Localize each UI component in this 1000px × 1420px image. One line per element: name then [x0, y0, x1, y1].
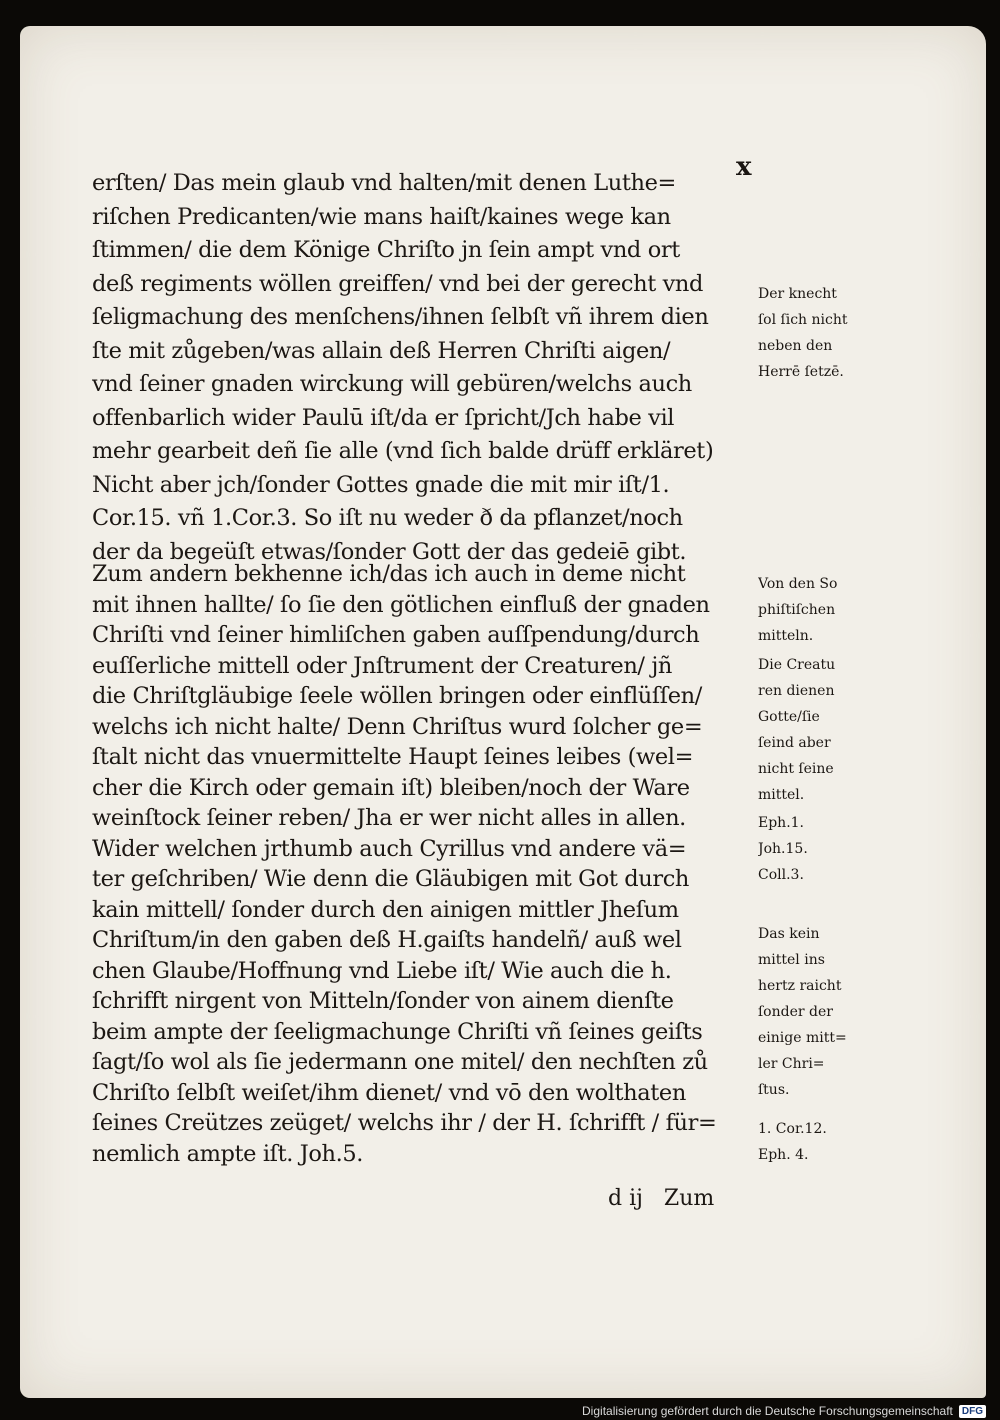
text-line: chen Glaube/Hoffnung vnd Liebe iſt/ Wie auch die h. — [92, 957, 672, 984]
margin-note-sophistic-means — [758, 571, 874, 649]
dfg-logo: DFG — [959, 1405, 986, 1418]
margin-note-line: 1. Cor.12. — [758, 1121, 827, 1137]
text-line: ſtalt nicht das vnuermittelte Haupt ſeines leibes (wel= — [92, 744, 694, 770]
margin-note-line: ſtus. — [758, 1082, 790, 1098]
margin-note-line: mittel ins — [758, 952, 825, 968]
signature-catchword: d ij Zum — [608, 1186, 715, 1211]
text-line: Chriſti vnd ſeiner himliſchen gaben auſſpendung/durch — [92, 622, 700, 648]
margin-note-line: einige mitt= — [758, 1030, 847, 1046]
margin-note-line: Das kein — [758, 926, 820, 942]
text-line: ſagt/ſo wol als ſie jedermann one mitel/ den nechſten zů — [92, 1049, 708, 1075]
text-line: Cor.15. vñ 1.Cor.3. So iſt nu weder ð da pflanzet/noch — [92, 505, 683, 531]
margin-note-line: ſonder der — [758, 1004, 833, 1020]
digitization-credit — [582, 1404, 986, 1418]
text-line: Nicht aber jch/ſonder Gottes gnade die mit mir iſt/1. — [92, 471, 670, 498]
margin-note-line: Eph.1. — [758, 815, 805, 831]
margin-note-line: Joh.15. — [758, 841, 808, 857]
text-line: Zum andern bekhenne ich/das ich auch in deme nicht — [92, 561, 686, 587]
margin-note-no-means — [758, 921, 874, 1103]
text-line: offenbarlich wider Paulū iſt/da er ſpricht/Jch habe vil — [92, 404, 675, 431]
text-line: ſte mit zůgeben/was allain deß Herren Chriſti aigen/ — [92, 337, 671, 364]
text-line: die Chriſtgläubige ſeele wöllen bringen oder einflüſſen/ — [92, 683, 702, 709]
text-line: mehr gearbeit deñ ſie alle (vnd ſich balde drüff erkläret) — [92, 438, 714, 464]
text-line: euſſerliche mittell oder Jnſtrument der Creaturen/ jñ — [92, 652, 673, 679]
text-line: erſten/ Das mein glaub vnd halten/mit denen Luthe= — [92, 170, 676, 196]
margin-note-line: Von den So — [758, 576, 838, 592]
book-page — [20, 26, 986, 1398]
margin-note-line: ſol ſich nicht — [758, 312, 848, 328]
text-line: cher die Kirch oder gemain iſt) bleiben/noch der Ware — [92, 774, 690, 801]
margin-note-line: ren dienen — [758, 683, 835, 699]
margin-note-line: nicht ſeine — [758, 761, 834, 777]
text-line: vnd ſeiner gnaden wirckung will gebüren/welchs auch — [92, 371, 692, 397]
text-line: deß regiments wöllen greiffen/ vnd bei der gerecht vnd — [92, 270, 704, 297]
text-line: Wider welchen jrthumb auch Cyrillus vnd andere vä= — [92, 835, 687, 862]
text-line: beim ampte der ſeeligmachunge Chriſti vñ ſeines geiſts — [92, 1018, 703, 1045]
text-line: ſeines Creützes zeüget/ welchs ihr / der H. ſchrifft / für= — [92, 1110, 717, 1136]
margin-note-line: mittel. — [758, 787, 805, 803]
text-line: weinſtock ſeiner reben/ Jha er wer nicht alles in allen. — [92, 805, 686, 831]
text-line: nemlich ampte iſt. Joh.5. — [92, 1140, 363, 1167]
text-line: der da begeüſt etwas/ſonder Gott der das gedeiē gibt. — [92, 538, 687, 565]
margin-note-line: Herrē ſetzē. — [758, 364, 844, 380]
margin-note-line: Gotte/ſie — [758, 709, 820, 725]
margin-note-line: Coll.3. — [758, 867, 804, 883]
margin-note-line: ſeind aber — [758, 735, 831, 751]
margin-note-references-1 — [758, 810, 874, 888]
margin-note-line: hertz raicht — [758, 978, 842, 994]
text-line: ſeligmachung des menſchens/ihnen ſelbſt vñ ihrem dien — [92, 304, 709, 330]
margin-note-references-2 — [758, 1116, 874, 1168]
margin-note-line: phiſtiſchen — [758, 602, 836, 618]
text-line: ter geſchriben/ Wie denn die Gläubigen mit Got durch — [92, 866, 690, 892]
text-line: ſchrifft nirgent von Mitteln/ſonder von ainem dienſte — [92, 988, 674, 1014]
text-line: Chriſto ſelbſt weiſet/ihm dienet/ vnd vō den wolthaten — [92, 1079, 686, 1106]
text-line: ſtimmen/ die dem Könige Chriſto jn ſein ampt vnd ort — [92, 237, 680, 263]
text-line: welchs ich nicht halte/ Denn Chriſtus wurd ſolcher ge= — [92, 713, 703, 740]
margin-note-line: mitteln. — [758, 628, 814, 644]
margin-note-line: Der knecht — [758, 286, 837, 302]
text-line: riſchen Predicanten/wie mans haiſt/kaines wege kan — [92, 203, 671, 230]
paragraph-2 — [92, 559, 760, 1169]
text-line: Chriſtum/in den gaben deß H.gaiſts handelñ/ auß wel — [92, 927, 682, 953]
paragraph-1 — [92, 167, 760, 569]
folio-number: x — [736, 152, 752, 182]
margin-note-creatures — [758, 652, 874, 808]
text-line: kain mittell/ ſonder durch den ainigen mittler Jheſum — [92, 896, 679, 923]
margin-note-line: Eph. 4. — [758, 1147, 809, 1163]
footer-text: Digitalisierung gefördert durch die Deutsche Forschungsgemeinschaft — [582, 1404, 953, 1418]
margin-note-line: ler Chri= — [758, 1056, 825, 1072]
margin-note-line: neben den — [758, 338, 833, 354]
margin-note-line: Die Creatu — [758, 657, 836, 673]
margin-note-servant — [758, 281, 874, 385]
text-line: mit ihnen hallte/ ſo ſie den götlichen einfluß der gnaden — [92, 591, 710, 618]
